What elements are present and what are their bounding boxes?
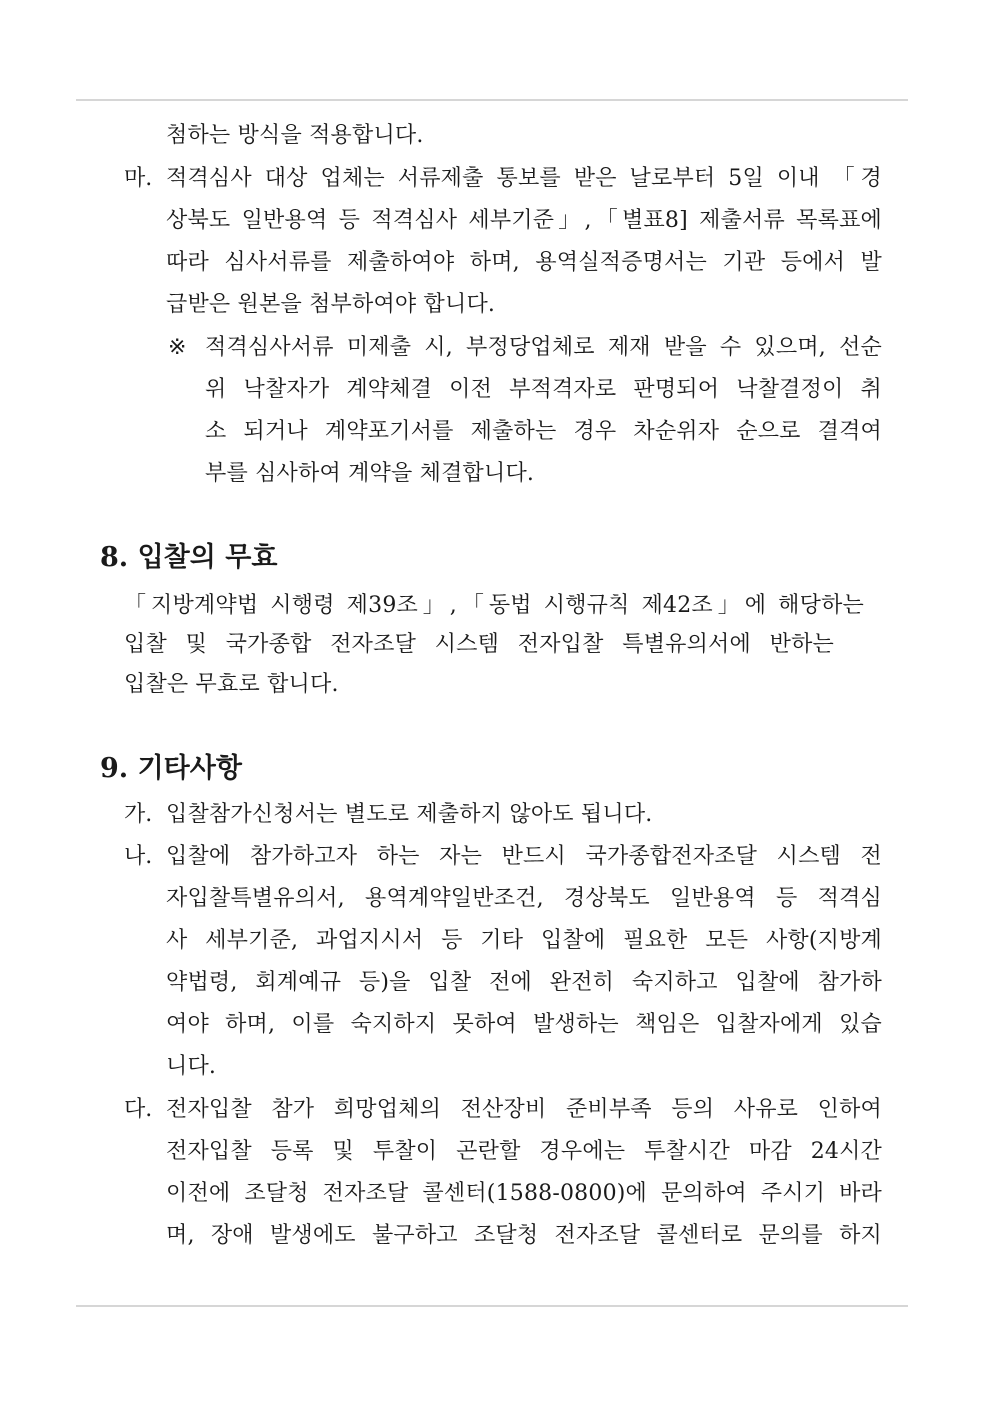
list-item-line: 적격심사 대상 업체는 서류제출 통보를 받은 날로부터 5일 이내 「경 bbox=[166, 166, 882, 191]
list-item-line: 입찰에 참가하고자 하는 자는 반드시 국가종합전자조달 시스템 전 bbox=[166, 844, 882, 869]
list-item-line: 따라 심사서류를 제출하여야 하며, 용역실적증명서는 기관 등에서 발 bbox=[166, 250, 882, 275]
header-rule bbox=[76, 99, 908, 101]
list-item-line: 급받은 원본을 첨부하여야 합니다. bbox=[166, 292, 496, 317]
continuation-line: 첨하는 방식을 적용합니다. bbox=[166, 123, 424, 148]
list-item-line: 며, 장애 발생에도 불구하고 조달청 전자조달 콜센터로 문의를 하지 bbox=[166, 1223, 882, 1248]
section-line: 「지방계약법 시행령 제39조」,「동법 시행규칙 제42조」에 해당하는 bbox=[124, 593, 864, 618]
list-item-line: 전자입찰 등록 및 투찰이 곤란할 경우에는 투찰시간 마감 24시간 bbox=[166, 1139, 882, 1164]
list-marker: 마. bbox=[124, 166, 153, 191]
footer-rule bbox=[76, 1305, 908, 1307]
note-line: 소 되거나 계약포기서를 제출하는 경우 차순위자 순으로 결격여 bbox=[205, 419, 882, 444]
list-marker: 가. bbox=[124, 802, 153, 827]
note-line: 부를 심사하여 계약을 체결합니다. bbox=[205, 461, 535, 486]
list-item-line: 상북도 일반용역 등 적격심사 세부기준」,「별표8] 제출서류 목록표에 bbox=[166, 208, 882, 233]
list-item-line: 여야 하며, 이를 숙지하지 못하여 발생하는 책임은 입찰자에게 있습 bbox=[166, 1012, 882, 1037]
section-line: 입찰 및 국가종합 전자조달 시스템 전자입찰 특별유의서에 반하는 bbox=[124, 632, 834, 657]
list-item-line: 전자입찰 참가 희망업체의 전산장비 준비부족 등의 사유로 인하여 bbox=[166, 1097, 882, 1122]
list-item-line: 니다. bbox=[166, 1054, 217, 1079]
section-heading: 9. 기타사항 bbox=[100, 753, 242, 784]
list-marker: 나. bbox=[124, 844, 153, 869]
section-heading: 8. 입찰의 무효 bbox=[100, 542, 278, 573]
note-line: 적격심사서류 미제출 시, 부정당업체로 제재 받을 수 있으며, 선순 bbox=[205, 335, 882, 360]
list-item-line: 약법령, 회계예규 등)을 입찰 전에 완전히 숙지하고 입찰에 참가하 bbox=[166, 970, 882, 995]
list-item-line: 사 세부기준, 과업지시서 등 기타 입찰에 필요한 모든 사항(지방계 bbox=[166, 928, 882, 953]
list-item-line: 자입찰특별유의서, 용역계약일반조건, 경상북도 일반용역 등 적격심 bbox=[166, 886, 882, 911]
note-marker: ※ bbox=[168, 335, 187, 360]
section-line: 입찰은 무효로 합니다. bbox=[124, 672, 339, 697]
list-marker: 다. bbox=[124, 1097, 153, 1122]
list-item-line: 입찰참가신청서는 별도로 제출하지 않아도 됩니다. bbox=[166, 802, 653, 827]
list-item-line: 이전에 조달청 전자조달 콜센터(1588-0800)에 문의하여 주시기 바라 bbox=[166, 1181, 882, 1206]
note-line: 위 낙찰자가 계약체결 이전 부적격자로 판명되어 낙찰결정이 취 bbox=[205, 377, 882, 402]
